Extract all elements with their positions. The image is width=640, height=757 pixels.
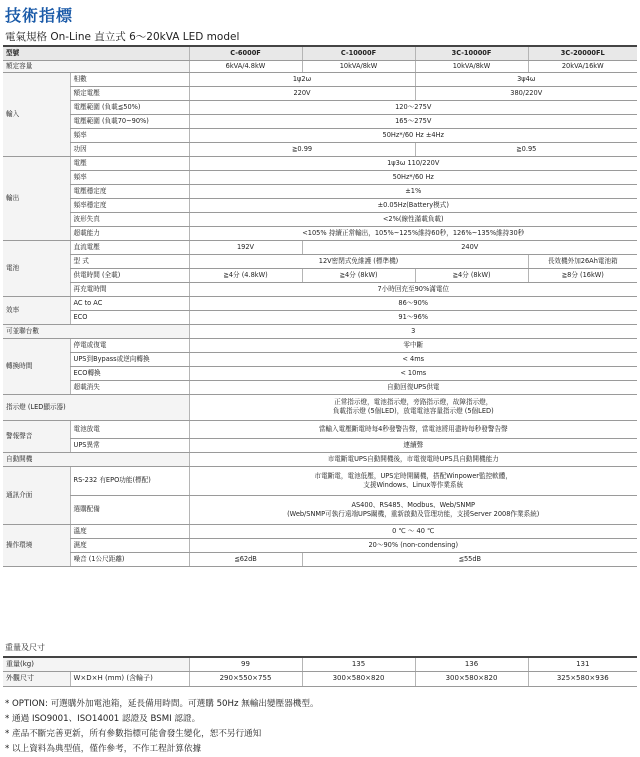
weight-value: 136 [415,657,528,671]
battery-backup-value: ≧4分 (8kW) [302,268,415,282]
env-noise-row [3,552,637,566]
input-phase-three: 3ψ4ω [415,72,637,86]
battery-category: 電池 [3,240,70,296]
efficiency-ac-label: AC to AC [70,296,189,310]
auto-start-row [3,452,637,466]
rated-capacity-value: 20kVA/16kW [528,60,637,72]
input-range2-row [3,114,637,128]
header-row [3,46,637,60]
model-name: C-10000F [302,46,415,60]
rated-capacity-row [3,60,637,72]
page-title: 技術指標 [5,6,74,25]
output-freq-stability-row [3,198,637,212]
output-thd-value: <2%(線性滿載負載) [189,212,637,226]
transfer-mains-value: 零中斷 [189,338,637,352]
auto-start-value: 市電斷電UPS自動開機後，市電復電時UPS具自動開機能力 [189,452,637,466]
output-freq-label: 頻率 [70,170,189,184]
alarm-discharge-row [3,420,637,438]
rated-capacity-label: 額定容量 [3,60,189,72]
output-freq-value: 50Hz*/60 Hz [189,170,637,184]
output-voltage-row [3,156,637,170]
alarm-fault-row [3,438,637,452]
input-category: 輸入 [3,72,70,156]
size-value: 300×580×820 [415,671,528,686]
input-freq-value: 50Hz*/60 Hz ±4Hz [189,128,637,142]
output-thd-label: 波形失真 [70,212,189,226]
battery-backup-label: 供電時間 (全載) [70,268,189,282]
output-freq-row [3,170,637,184]
parallel-label: 可並聯台數 [3,324,189,338]
rated-capacity-value: 10kVA/8kW [302,60,415,72]
weight-label: 重量(kg) [3,657,189,671]
transfer-bypass-value: < 4ms [189,352,637,366]
indicator-line: 負載指示燈 (5個LED)，放電電池容量指示燈 (5個LED) [332,407,494,415]
env-noise-small: ≦62dB [189,552,302,566]
transfer-bypass-row [3,352,637,366]
efficiency-eco-label: ECO [70,310,189,324]
input-voltage-three: 380/220V [415,86,637,100]
comm-rs232-line: 市電斷電，電池低壓，UPS定時開關機，搭配Winpower監控軟體， [314,471,512,480]
type-label: 型號 [3,46,189,60]
efficiency-category: 效率 [3,296,70,324]
output-thd-row [3,212,637,226]
input-range1-label: 電壓範圍 (負載≦50%) [70,100,189,114]
output-overload-label: 超載能力 [70,226,189,240]
weight-value: 131 [528,657,637,671]
input-pf-label: 功因 [70,142,189,156]
input-range2-value: 165～275V [189,114,637,128]
battery-recharge-value: 7小時回充至90%滿電位 [189,282,637,296]
battery-type-label: 型 式 [70,254,189,268]
spec-table [3,45,637,567]
input-voltage-single: 220V [189,86,415,100]
indicator-row [3,394,637,420]
transfer-eco-row [3,366,637,380]
transfer-eco-label: ECO轉換 [70,366,189,380]
transfer-category: 轉換時間 [3,338,70,394]
input-phase-single: 1ψ2ω [189,72,415,86]
input-range1-row [3,100,637,114]
efficiency-eco-value: 91～96% [189,310,637,324]
battery-dc-v2: 240V [302,240,637,254]
transfer-mains-row [3,338,637,352]
size-value: 325×580×936 [528,671,637,686]
output-stability-value: ±1% [189,184,637,198]
dimensions-table [3,656,637,687]
parallel-row [3,324,637,338]
env-temp-row [3,524,637,538]
comm-option-value [189,495,637,524]
weight-value: 135 [302,657,415,671]
battery-recharge-row [3,282,637,296]
battery-recharge-label: 再充電時間 [70,282,189,296]
input-pf-single: ≧0.99 [189,142,415,156]
indicator-line: 正常指示燈，電池指示燈，旁路指示燈，故障指示燈， [334,398,493,407]
weight-value: 99 [189,657,302,671]
transfer-eco-value: < 10ms [189,366,637,380]
input-phase-row [3,72,637,86]
env-temp-label: 溫度 [70,524,189,538]
efficiency-ac-value: 86～90% [189,296,637,310]
indicator-label: 指示燈 (LED顯示器) [3,394,189,420]
note-item: * OPTION: 可選購外加電池箱，延長備用時間。可選購 50Hz 無輸出變壓器機型。 [5,699,319,709]
note-item: * 以上資料為典型值，僅作參考，不作工程計算依據 [5,744,202,754]
comm-option-label: 選購配備 [70,495,189,524]
dimensions-heading: 重量及尺寸 [5,643,45,652]
comm-rs232-value [189,466,637,495]
env-humidity-label: 濕度 [70,538,189,552]
alarm-discharge-value: 當輸入電壓斷電時每4秒發警告聲，當電池將用盡時每秒發警告聲 [189,420,637,438]
note-item: * 產品不斷完善更新，所有參數指標可能會發生變化，恕不另行通知 [5,729,262,739]
comm-rs232-line: 支援Windows、Linux等作業系統 [363,480,464,489]
env-humidity-value: 20～90% (non-condensing) [189,538,637,552]
output-stability-row [3,184,637,198]
comm-option-line: (Web/SNMP可執行遠端UPS關機，重新啟動及管理功能，支援Server 2008作業系統) [287,509,540,518]
env-humidity-row [3,538,637,552]
alarm-discharge-label: 電池放電 [70,420,189,438]
model-name: 3C-10000F [415,46,528,60]
size-value: 290×550×755 [189,671,302,686]
output-voltage-label: 電壓 [70,156,189,170]
size-row [3,671,637,686]
battery-dc-v1: 192V [189,240,302,254]
output-overload-value: <105% 持續正常輸出，105%~125%維持60秒，126%~135%維持30秒 [189,226,637,240]
transfer-overload-row [3,380,637,394]
input-range2-label: 電壓範圍 (負載70~90%) [70,114,189,128]
battery-type-extended: 長效機外加26Ah電池箱 [528,254,637,268]
battery-dc-row [3,240,637,254]
output-voltage-value: 1ψ3ω 110/220V [189,156,637,170]
output-category: 輸出 [3,156,70,240]
input-voltage-label: 額定電壓 [70,86,189,100]
input-freq-label: 頻率 [70,128,189,142]
notes-list [5,697,319,757]
alarm-fault-value: 連續聲 [189,438,637,452]
size-value: 300×580×820 [302,671,415,686]
parallel-value: 3 [189,324,637,338]
size-label: 外觀尺寸 [3,671,70,686]
note-item: * 通過 ISO9001、ISO14001 認證及 BSMI 認證。 [5,714,201,724]
battery-type-row [3,254,637,268]
env-noise-large: ≦55dB [302,552,637,566]
input-range1-value: 120～275V [189,100,637,114]
model-name: 3C-20000FL [528,46,637,60]
environment-category: 操作環境 [3,524,70,566]
efficiency-eco-row [3,310,637,324]
weight-row [3,657,637,671]
transfer-mains-label: 停電或復電 [70,338,189,352]
input-phase-label: 相數 [70,72,189,86]
rated-capacity-value: 10kVA/8kW [415,60,528,72]
comm-category: 通訊介面 [3,466,70,524]
input-freq-row [3,128,637,142]
battery-backup-row [3,268,637,282]
battery-backup-value: ≧4分 (4.8kW) [189,268,302,282]
comm-option-row [3,495,637,524]
auto-start-label: 自動開機 [3,452,189,466]
comm-rs232-row [3,466,637,495]
battery-dc-label: 直流電壓 [70,240,189,254]
alarm-category: 警報聲音 [3,420,70,452]
input-pf-row [3,142,637,156]
efficiency-ac-row [3,296,637,310]
battery-backup-value: ≧8分 (16kW) [528,268,637,282]
alarm-fault-label: UPS異常 [70,438,189,452]
battery-backup-value: ≧4分 (8kW) [415,268,528,282]
input-pf-three: ≧0.95 [415,142,637,156]
output-freq-stability-value: ±0.05Hz(Battery模式) [189,198,637,212]
input-voltage-row [3,86,637,100]
comm-option-line: AS400、RS485、Modbus、Web/SNMP [351,500,475,509]
env-temp-value: 0 ℃ ～ 40 ℃ [189,524,637,538]
env-noise-label: 噪音 (1公尺距離) [70,552,189,566]
output-freq-stability-label: 頻率穩定度 [70,198,189,212]
page-subtitle: 電氣規格 On-Line 直立式 6～20kVA LED model [5,31,240,43]
rated-capacity-value: 6kVA/4.8kW [189,60,302,72]
transfer-bypass-label: UPS到Bypass或逆向轉換 [70,352,189,366]
size-sub-label: W×D×H (mm) (含輪子) [70,671,189,686]
transfer-overload-value: 自動回復UPS供電 [189,380,637,394]
comm-rs232-label: RS-232 有EPO功能(標配) [70,466,189,495]
output-overload-row [3,226,637,240]
transfer-overload-label: 超載消失 [70,380,189,394]
indicator-value [189,394,637,420]
battery-type-standard: 12V密閉式免維護 (標準機) [189,254,528,268]
output-stability-label: 電壓穩定度 [70,184,189,198]
model-name: C-6000F [189,46,302,60]
